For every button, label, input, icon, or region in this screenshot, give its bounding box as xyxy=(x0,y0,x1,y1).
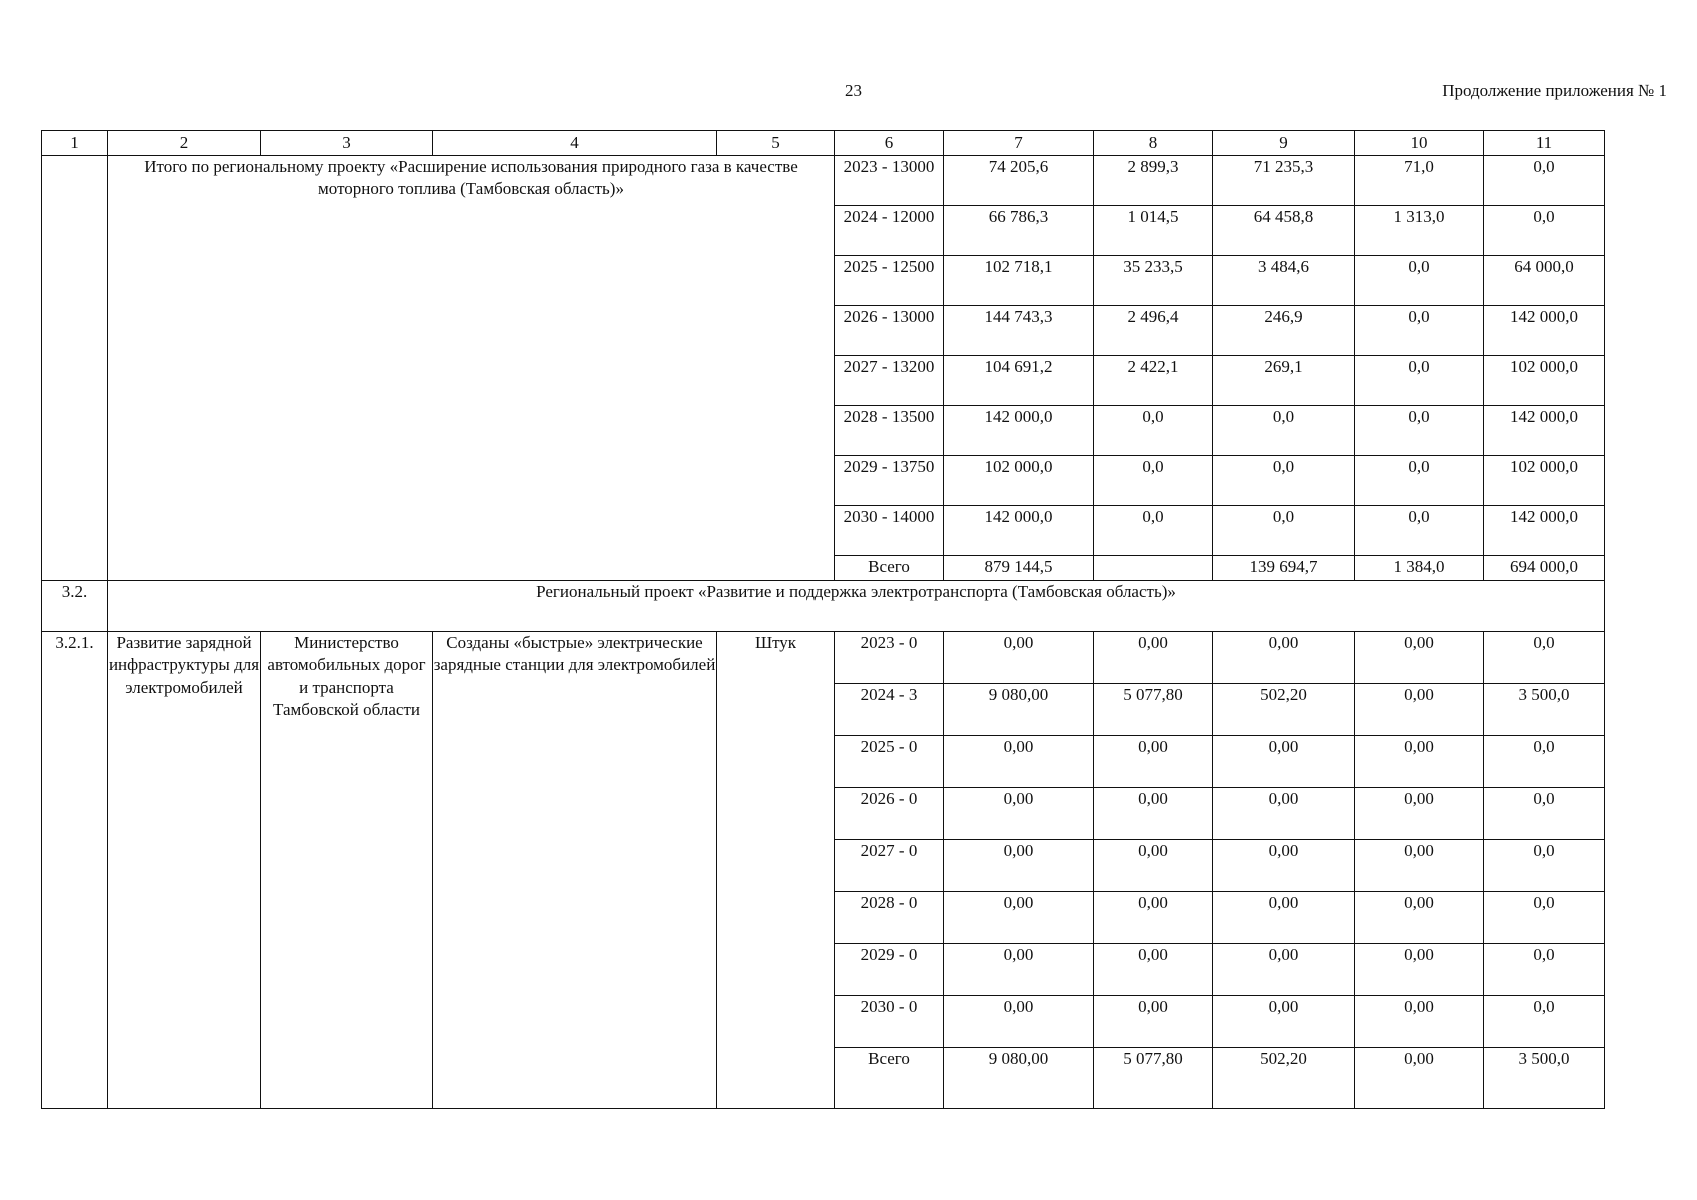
extrabudget-cell: 0,0 xyxy=(1484,996,1605,1048)
column-number-cell: 4 xyxy=(433,131,717,156)
total-cell: 142 000,0 xyxy=(944,406,1094,456)
year-target-cell: 2027 - 0 xyxy=(835,840,944,892)
total-cell: 0,00 xyxy=(944,944,1094,996)
regional-budget-cell: 0,00 xyxy=(1213,736,1355,788)
project-row xyxy=(42,581,1605,632)
extrabudget-cell: 102 000,0 xyxy=(1484,356,1605,406)
column-number-cell: 5 xyxy=(717,131,835,156)
local-budget-cell: 0,00 xyxy=(1355,684,1484,736)
year-target-cell: 2025 - 0 xyxy=(835,736,944,788)
year-target-cell: 2027 - 13200 xyxy=(835,356,944,406)
extrabudget-cell: 0,0 xyxy=(1484,632,1605,684)
total-cell: 0,00 xyxy=(944,632,1094,684)
extrabudget-cell: 142 000,0 xyxy=(1484,306,1605,356)
regional-budget-cell: 3 484,6 xyxy=(1213,256,1355,306)
regional-budget-cell: 502,20 xyxy=(1213,1048,1355,1109)
federal-budget-cell: 2 422,1 xyxy=(1094,356,1213,406)
federal-budget-cell: 0,00 xyxy=(1094,892,1213,944)
regional-budget-cell: 0,0 xyxy=(1213,456,1355,506)
federal-budget-cell: 0,00 xyxy=(1094,736,1213,788)
regional-budget-cell: 0,00 xyxy=(1213,788,1355,840)
total-cell: 0,00 xyxy=(944,788,1094,840)
local-budget-cell: 1 313,0 xyxy=(1355,206,1484,256)
regional-budget-cell: 246,9 xyxy=(1213,306,1355,356)
regional-budget-cell: 0,0 xyxy=(1213,506,1355,556)
local-budget-cell: 0,00 xyxy=(1355,944,1484,996)
extrabudget-cell: 0,0 xyxy=(1484,892,1605,944)
year-target-cell: 2030 - 0 xyxy=(835,996,944,1048)
total-cell: 9 080,00 xyxy=(944,684,1094,736)
column-number-cell: 7 xyxy=(944,131,1094,156)
appendix-continuation-note: Продолжение приложения № 1 xyxy=(1442,81,1667,100)
federal-budget-cell xyxy=(1094,556,1213,581)
local-budget-cell: 0,0 xyxy=(1355,356,1484,406)
subtotal-year-row xyxy=(42,156,1605,206)
extrabudget-cell: 0,0 xyxy=(1484,788,1605,840)
total-cell: 9 080,00 xyxy=(944,1048,1094,1109)
local-budget-cell: 0,0 xyxy=(1355,256,1484,306)
local-budget-cell: 0,00 xyxy=(1355,788,1484,840)
item-unit: Штук xyxy=(717,632,835,1109)
year-target-cell: 2028 - 0 xyxy=(835,892,944,944)
extrabudget-cell: 0,0 xyxy=(1484,156,1605,206)
extrabudget-cell: 0,0 xyxy=(1484,944,1605,996)
year-target-cell: 2030 - 14000 xyxy=(835,506,944,556)
page-number: 23 xyxy=(845,81,862,100)
extrabudget-cell: 3 500,0 xyxy=(1484,684,1605,736)
federal-budget-cell: 0,00 xyxy=(1094,996,1213,1048)
total-cell: 66 786,3 xyxy=(944,206,1094,256)
total-cell: 102 000,0 xyxy=(944,456,1094,506)
item-name: Развитие зарядной инфраструктуры для электромобилей xyxy=(108,632,261,1109)
extrabudget-cell: 0,0 xyxy=(1484,736,1605,788)
column-number-row xyxy=(42,131,1605,156)
item-number: 3.2.1. xyxy=(42,632,108,1109)
local-budget-cell: 0,0 xyxy=(1355,306,1484,356)
federal-budget-cell: 0,0 xyxy=(1094,506,1213,556)
federal-budget-cell: 35 233,5 xyxy=(1094,256,1213,306)
column-number-cell: 8 xyxy=(1094,131,1213,156)
regional-budget-cell: 0,00 xyxy=(1213,892,1355,944)
year-target-cell: 2023 - 13000 xyxy=(835,156,944,206)
item-executor: Министерство автомобильных дорог и транспорта Тамбовской области xyxy=(261,632,433,1109)
total-cell: 0,00 xyxy=(944,736,1094,788)
extrabudget-cell: 142 000,0 xyxy=(1484,406,1605,456)
regional-budget-cell: 0,00 xyxy=(1213,996,1355,1048)
federal-budget-cell: 0,0 xyxy=(1094,456,1213,506)
local-budget-cell: 0,00 xyxy=(1355,632,1484,684)
local-budget-cell: 0,00 xyxy=(1355,736,1484,788)
year-target-cell: Всего xyxy=(835,1048,944,1109)
subtotal-title: Итого по региональному проекту «Расширение использования природного газа в качестве моторного топлива (Тамбовская область)» xyxy=(108,156,835,581)
item-year-row xyxy=(42,632,1605,684)
total-cell: 104 691,2 xyxy=(944,356,1094,406)
total-cell: 142 000,0 xyxy=(944,506,1094,556)
local-budget-cell: 0,0 xyxy=(1355,506,1484,556)
year-target-cell: 2026 - 13000 xyxy=(835,306,944,356)
federal-budget-cell: 1 014,5 xyxy=(1094,206,1213,256)
extrabudget-cell: 0,0 xyxy=(1484,840,1605,892)
federal-budget-cell: 5 077,80 xyxy=(1094,684,1213,736)
total-cell: 144 743,3 xyxy=(944,306,1094,356)
project-title: Региональный проект «Развитие и поддержка электротранспорта (Тамбовская область)» xyxy=(108,581,1605,632)
column-number-cell: 3 xyxy=(261,131,433,156)
total-cell: 0,00 xyxy=(944,840,1094,892)
regional-budget-cell: 139 694,7 xyxy=(1213,556,1355,581)
year-target-cell: 2024 - 3 xyxy=(835,684,944,736)
regional-budget-cell: 502,20 xyxy=(1213,684,1355,736)
column-number-cell: 2 xyxy=(108,131,261,156)
regional-budget-cell: 0,00 xyxy=(1213,840,1355,892)
project-number: 3.2. xyxy=(42,581,108,632)
regional-budget-cell: 269,1 xyxy=(1213,356,1355,406)
federal-budget-cell: 2 496,4 xyxy=(1094,306,1213,356)
total-cell: 0,00 xyxy=(944,892,1094,944)
column-number-cell: 9 xyxy=(1213,131,1355,156)
local-budget-cell: 0,0 xyxy=(1355,406,1484,456)
year-target-cell: 2029 - 0 xyxy=(835,944,944,996)
local-budget-cell: 0,00 xyxy=(1355,1048,1484,1109)
year-target-cell: 2023 - 0 xyxy=(835,632,944,684)
total-cell: 879 144,5 xyxy=(944,556,1094,581)
local-budget-cell: 0,00 xyxy=(1355,892,1484,944)
regional-budget-cell: 0,0 xyxy=(1213,406,1355,456)
local-budget-cell: 0,0 xyxy=(1355,456,1484,506)
item-result: Созданы «быстрые» электрические зарядные станции для электромобилей xyxy=(433,632,717,1109)
regional-budget-cell: 0,00 xyxy=(1213,944,1355,996)
extrabudget-cell: 64 000,0 xyxy=(1484,256,1605,306)
empty-cell xyxy=(42,156,108,581)
year-target-cell: 2025 - 12500 xyxy=(835,256,944,306)
local-budget-cell: 0,00 xyxy=(1355,840,1484,892)
total-cell: 74 205,6 xyxy=(944,156,1094,206)
local-budget-cell: 1 384,0 xyxy=(1355,556,1484,581)
federal-budget-cell: 0,00 xyxy=(1094,788,1213,840)
regional-budget-cell: 64 458,8 xyxy=(1213,206,1355,256)
federal-budget-cell: 0,0 xyxy=(1094,406,1213,456)
regional-budget-cell: 0,00 xyxy=(1213,632,1355,684)
federal-budget-cell: 5 077,80 xyxy=(1094,1048,1213,1109)
extrabudget-cell: 3 500,0 xyxy=(1484,1048,1605,1109)
federal-budget-cell: 0,00 xyxy=(1094,632,1213,684)
year-target-cell: 2026 - 0 xyxy=(835,788,944,840)
extrabudget-cell: 0,0 xyxy=(1484,206,1605,256)
federal-budget-cell: 0,00 xyxy=(1094,944,1213,996)
federal-budget-cell: 2 899,3 xyxy=(1094,156,1213,206)
year-target-cell: 2029 - 13750 xyxy=(835,456,944,506)
regional-budget-cell: 71 235,3 xyxy=(1213,156,1355,206)
total-cell: 102 718,1 xyxy=(944,256,1094,306)
column-number-cell: 1 xyxy=(42,131,108,156)
local-budget-cell: 0,00 xyxy=(1355,996,1484,1048)
column-number-cell: 11 xyxy=(1484,131,1605,156)
federal-budget-cell: 0,00 xyxy=(1094,840,1213,892)
extrabudget-cell: 694 000,0 xyxy=(1484,556,1605,581)
extrabudget-cell: 102 000,0 xyxy=(1484,456,1605,506)
local-budget-cell: 71,0 xyxy=(1355,156,1484,206)
column-number-cell: 6 xyxy=(835,131,944,156)
year-target-cell: Всего xyxy=(835,556,944,581)
column-number-cell: 10 xyxy=(1355,131,1484,156)
budget-table xyxy=(41,130,1605,1109)
year-target-cell: 2028 - 13500 xyxy=(835,406,944,456)
total-cell: 0,00 xyxy=(944,996,1094,1048)
year-target-cell: 2024 - 12000 xyxy=(835,206,944,256)
extrabudget-cell: 142 000,0 xyxy=(1484,506,1605,556)
